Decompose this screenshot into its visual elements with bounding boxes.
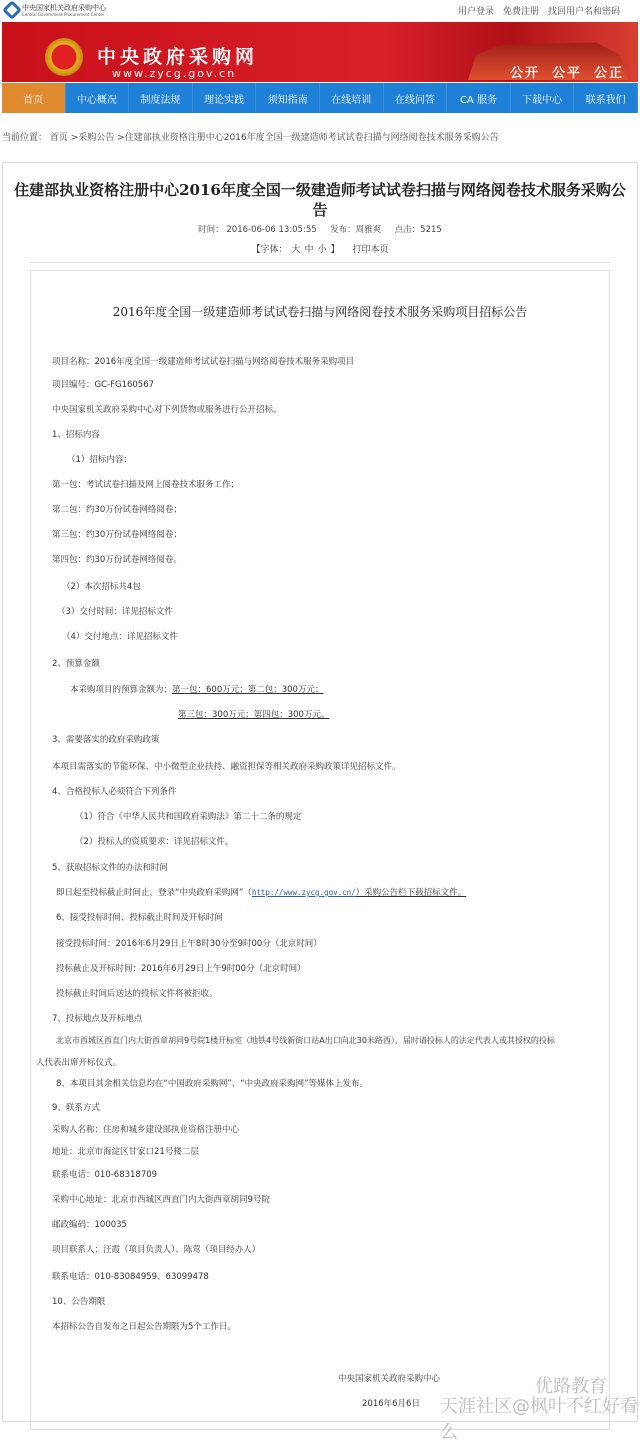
- nav-about[interactable]: 中心概况: [66, 83, 130, 113]
- site-title: 中央政府采购网: [97, 46, 259, 68]
- zycg-link[interactable]: http://www.zycg.gov.cn/: [251, 888, 356, 897]
- budget-line-2: 第三包：300万元；第四包：300万元。: [178, 710, 330, 720]
- signature-date: 2016年6月6日: [362, 1399, 420, 1409]
- nav-guide[interactable]: 须知指南: [256, 83, 320, 113]
- doc-line: 第二包：约30万份试卷网络阅卷；: [52, 505, 182, 515]
- doc-line: 9、联系方式: [52, 1103, 100, 1113]
- doc-line: 5、获取招标文件的办法和时间: [52, 863, 168, 873]
- signature-org: 中央国家机关政府采购中心: [338, 1374, 441, 1384]
- org-logo-icon: [2, 0, 22, 20]
- divider: [30, 262, 610, 263]
- recover-account-link[interactable]: 找回用户名和密码: [547, 7, 620, 17]
- org-logo[interactable]: [5, 3, 106, 17]
- slogan: 公开 公平 公正: [509, 66, 624, 81]
- doc-line: 项目联系人：汪霞（项目负责人）、陈莺（项目经办人）: [52, 1245, 261, 1255]
- doc-line: （3）交付时间：详见招标文件: [57, 607, 173, 617]
- breadcrumb: 当前位置： 首页 >采购公告 >住建部执业资格注册中心2016年度全国一级建造师考试试卷扫描与网络阅卷技术服务采购公告: [2, 133, 499, 143]
- document-heading: 2016年度全国一级建造师考试试卷扫描与网络阅卷技术服务采购项目招标公告: [112, 305, 528, 319]
- print-link[interactable]: 打印本页: [352, 245, 389, 255]
- doc-line: 3、需要落实的政府采购政策: [52, 735, 160, 745]
- doc-line: 投标截止及开标时间：2016年6月29日上午9时00分（北京时间）: [56, 964, 306, 974]
- nav-download[interactable]: 下载中心: [511, 83, 575, 113]
- doc-line: 接受投标时间：2016年6月29日上午8时30分至9时00分（北京时间）: [56, 939, 322, 949]
- doc-line: 邮政编码：100035: [52, 1220, 127, 1230]
- doc-line: 联系电话：010-83084959、63099478: [52, 1272, 209, 1282]
- doc-line: 6、接受投标时间、投标截止时间及开标时间: [56, 913, 223, 923]
- doc-line: 采购中心地址：北京市西城区西直门内大街西章胡同9号院: [52, 1195, 270, 1205]
- doc-line: 北京市西城区西直门内大街西章胡同9号院1楼开标室（地铁4号线新街口站A出口向北30米路西），届时请投标人的法定代表人或其授权的投标: [56, 1036, 555, 1045]
- doc-line: 联系电话：010-68318709: [52, 1170, 158, 1180]
- doc-line: 第四包：约30万份试卷网络阅卷。: [52, 555, 182, 565]
- doc-line: 项目名称：2016年度全国一级建造师考试试卷扫描与网络阅卷技术服务采购项目: [52, 357, 355, 367]
- doc-line: 本采购项目的预算金额为：第一包：600万元；第二包：300万元；: [70, 685, 324, 695]
- breadcrumb-label: 当前位置：: [2, 133, 48, 143]
- font-small[interactable]: 小: [317, 245, 327, 255]
- doc-line: （1）符合《中华人民共和国政府采购法》第二十二条的规定: [75, 812, 302, 822]
- nav-home[interactable]: 首页: [2, 83, 66, 113]
- doc-line: 第三包：约30万份试卷网络阅卷；: [52, 530, 182, 540]
- doc-line: 第一包：考试试卷扫描及网上阅卷技术服务工作；: [52, 480, 240, 490]
- org-name-en: Central Government Procurement Center: [22, 11, 105, 17]
- site-url: www.zycg.gov.cn: [112, 67, 237, 80]
- doc-line: 人代表出席开标仪式。: [36, 1058, 122, 1068]
- doc-line: （4）交付地点：详见招标文件: [62, 632, 178, 642]
- font-size-controls: [0, 242, 640, 255]
- breadcrumb-announcements[interactable]: 采购公告: [78, 133, 115, 143]
- doc-line: 本项目需落实的节能环保、中小微型企业扶持、融资担保等相关政府采购政策详见招标文件。: [52, 762, 401, 772]
- login-link[interactable]: 用户登录: [457, 7, 494, 17]
- font-medium[interactable]: 中: [304, 245, 314, 255]
- doc-line: 7、投标地点及开标地点: [52, 1014, 143, 1024]
- doc-line: 8、本项目其余相关信息均在“中国政府采购网”、“中央政府采购网”等媒体上发布。: [56, 1079, 369, 1089]
- top-bar: [0, 0, 640, 20]
- nav-ca[interactable]: CA 服务: [447, 83, 511, 113]
- doc-line: 2、预算金额: [52, 659, 100, 669]
- doc-line: （2）本次招标共4包: [62, 582, 141, 592]
- doc-line: （2）投标人的资质要求：详见招标文件。: [75, 837, 234, 847]
- document-box: [30, 270, 610, 1430]
- doc-line: 采购人名称：住房和城乡建设部执业资格注册中心: [52, 1125, 240, 1135]
- nav-qa[interactable]: 在线问答: [384, 83, 448, 113]
- font-close: 】: [330, 245, 340, 255]
- doc-line: 即日起至投标截止时间止，登录“中央政府采购网”（http://www.zycg.gov.cn/）采购公告栏下载招标文件。: [56, 888, 467, 898]
- watermark-source: 天涯社区@枫叶不红好看么: [440, 1396, 638, 1443]
- breadcrumb-current: 住建部执业资格注册中心2016年度全国一级建造师考试试卷扫描与网络阅卷技术服务采购公告: [124, 133, 499, 143]
- doc-line: 地址：北京市海淀区甘家口21号楼二层: [52, 1147, 199, 1157]
- site-banner: [2, 22, 638, 82]
- doc-line: 10、公告期限: [52, 1297, 106, 1307]
- register-link[interactable]: 免费注册: [502, 7, 539, 17]
- watermark-brand: 优路教育: [535, 1376, 607, 1397]
- font-large[interactable]: 大: [291, 245, 301, 255]
- nav-training[interactable]: 在线培训: [320, 83, 384, 113]
- budget-line-1: 第一包：600万元；第二包：300万元；: [172, 685, 324, 695]
- article-title: 住建部执业资格注册中心2016年度全国一级建造师考试试卷扫描与网络阅卷技术服务采购公告: [14, 181, 626, 219]
- doc-line: 投标截止时间后送达的投标文件将被拒收。: [56, 989, 218, 999]
- breadcrumb-home[interactable]: 首页: [49, 133, 68, 143]
- nav-theory[interactable]: 理论实践: [193, 83, 257, 113]
- font-label: 【字体：: [251, 245, 288, 255]
- nav-regulations[interactable]: 制度法规: [129, 83, 193, 113]
- national-emblem-icon: [45, 38, 83, 76]
- doc-line: 4、合格投标人必须符合下列条件: [52, 787, 177, 797]
- doc-line: 1、招标内容: [52, 430, 100, 440]
- org-name: 中央国家机关政府采购中心: [22, 3, 106, 12]
- doc-line: 项目编号：GC-FG160567: [52, 380, 155, 390]
- doc-line: 中央国家机关政府采购中心对下列货物或服务进行公开招标。: [52, 405, 282, 415]
- main-nav: [2, 83, 638, 113]
- nav-contact[interactable]: 联系我们: [574, 83, 638, 113]
- article-meta: 时间： 2016-06-06 13:05:55 发布：周雅爽 点击：5215: [198, 225, 442, 235]
- doc-line: 本招标公告自发布之日起公告期限为5个工作日。: [52, 1322, 236, 1332]
- doc-line: （1）招标内容：: [67, 455, 132, 465]
